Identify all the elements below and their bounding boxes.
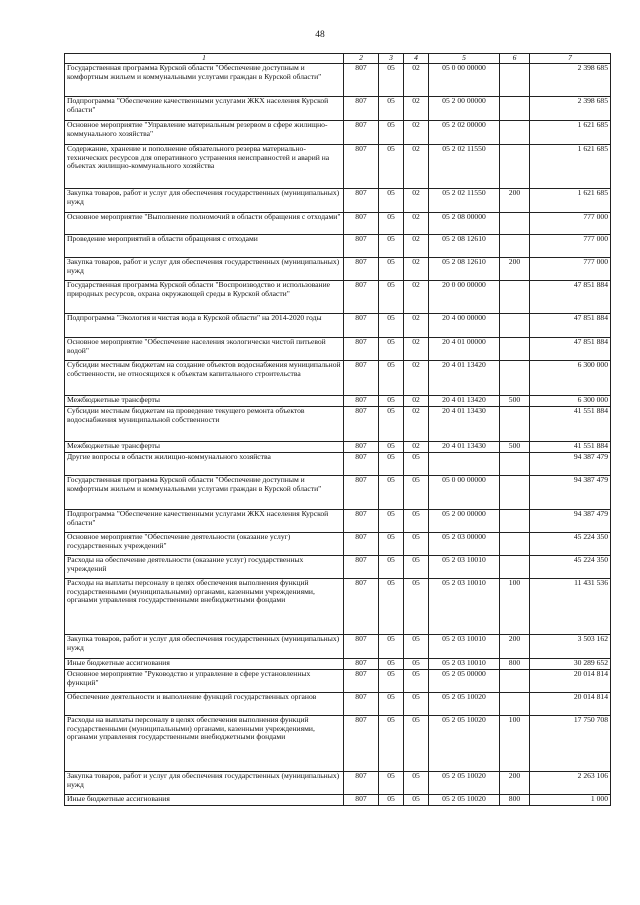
ministry-code: 807 — [344, 716, 379, 772]
ministry-code: 807 — [344, 476, 379, 510]
ministry-code: 807 — [344, 693, 379, 716]
subsection-code: 05 — [404, 579, 429, 635]
amount: 2 398 685 — [530, 64, 611, 97]
expense-type-code — [500, 556, 530, 579]
ministry-code: 807 — [344, 579, 379, 635]
expense-type-code — [500, 453, 530, 476]
subsection-code: 02 — [404, 213, 429, 235]
table-row — [65, 64, 611, 97]
expense-type-code: 200 — [500, 189, 530, 213]
section-code: 05 — [379, 659, 404, 670]
table-row — [65, 235, 611, 258]
table-row — [65, 533, 611, 556]
amount: 41 551 884 — [530, 407, 611, 442]
item-name: Закупка товаров, работ и услуг для обеспечения государственных (муниципальных) нужд — [65, 772, 344, 795]
subsection-code: 05 — [404, 670, 429, 693]
table-row — [65, 338, 611, 361]
section-code: 05 — [379, 795, 404, 806]
table-row — [65, 281, 611, 314]
target-article-code: 05 2 05 10020 — [429, 693, 500, 716]
ministry-code: 807 — [344, 510, 379, 533]
table-row — [65, 693, 611, 716]
subsection-code: 02 — [404, 407, 429, 442]
item-name: Основное мероприятие "Управление материальным резервом в сфере жилищно-коммунального хозяйства" — [65, 121, 344, 145]
ministry-code: 807 — [344, 772, 379, 795]
item-name: Основное мероприятие "Обеспечение деятельности (оказание услуг) государственных учреждений" — [65, 533, 344, 556]
subsection-code: 02 — [404, 258, 429, 281]
amount: 47 851 884 — [530, 338, 611, 361]
item-name: Основное мероприятие "Выполнение полномочий в области обращения с отходами" — [65, 213, 344, 235]
table-row — [65, 795, 611, 806]
expense-type-code — [500, 476, 530, 510]
target-article-code: 05 2 02 11550 — [429, 145, 500, 189]
amount: 1 621 685 — [530, 145, 611, 189]
amount: 777 000 — [530, 213, 611, 235]
page-number: 48 — [315, 30, 325, 40]
target-article-code: 05 2 00 00000 — [429, 97, 500, 121]
ministry-code: 807 — [344, 442, 379, 453]
amount: 41 551 884 — [530, 442, 611, 453]
amount: 30 289 652 — [530, 659, 611, 670]
budget-table — [64, 53, 611, 806]
expense-type-code: 800 — [500, 659, 530, 670]
header-col-7: 7 — [530, 54, 611, 64]
ministry-code: 807 — [344, 281, 379, 314]
section-code: 05 — [379, 235, 404, 258]
table-row — [65, 476, 611, 510]
amount: 20 014 814 — [530, 670, 611, 693]
item-name: Расходы на выплаты персоналу в целях обеспечения выполнения функций государственными (муниципальными) органами, казенными учреждениями, органами управления государственными внебюджетными фондами — [65, 579, 344, 635]
amount: 94 387 479 — [530, 453, 611, 476]
target-article-code: 05 2 08 12610 — [429, 235, 500, 258]
target-article-code: 05 2 02 00000 — [429, 121, 500, 145]
table-row — [65, 258, 611, 281]
expense-type-code — [500, 407, 530, 442]
target-article-code: 05 2 05 10020 — [429, 795, 500, 806]
expense-type-code: 800 — [500, 795, 530, 806]
subsection-code: 05 — [404, 453, 429, 476]
section-code: 05 — [379, 579, 404, 635]
subsection-code: 05 — [404, 693, 429, 716]
expense-type-code: 100 — [500, 579, 530, 635]
section-code: 05 — [379, 97, 404, 121]
subsection-code: 05 — [404, 510, 429, 533]
expense-type-code — [500, 235, 530, 258]
item-name: Закупка товаров, работ и услуг для обеспечения государственных (муниципальных) нужд — [65, 258, 344, 281]
expense-type-code — [500, 97, 530, 121]
target-article-code: 05 2 05 00000 — [429, 670, 500, 693]
ministry-code: 807 — [344, 670, 379, 693]
section-code: 05 — [379, 716, 404, 772]
expense-type-code: 200 — [500, 258, 530, 281]
item-name: Основное мероприятие "Руководство и управление в сфере установленных функций" — [65, 670, 344, 693]
section-code: 05 — [379, 510, 404, 533]
expense-type-code: 500 — [500, 442, 530, 453]
expense-type-code — [500, 213, 530, 235]
section-code: 05 — [379, 635, 404, 659]
header-col-3: 3 — [379, 54, 404, 64]
target-article-code: 20 4 01 13420 — [429, 396, 500, 407]
target-article-code: 05 2 02 11550 — [429, 189, 500, 213]
item-name: Содержание, хранение и пополнение обязательного резерва материально-технических ресурсов для оперативного устранения неисправностей и аварий на объектах жилищно-коммунального хозяйства — [65, 145, 344, 189]
amount: 45 224 350 — [530, 533, 611, 556]
target-article-code: 05 2 05 10020 — [429, 716, 500, 772]
section-code: 05 — [379, 533, 404, 556]
ministry-code: 807 — [344, 64, 379, 97]
amount: 94 387 479 — [530, 476, 611, 510]
item-name: Межбюджетные трансферты — [65, 396, 344, 407]
expense-type-code — [500, 533, 530, 556]
section-code: 05 — [379, 442, 404, 453]
header-col-6: 6 — [500, 54, 530, 64]
target-article-code: 05 2 08 00000 — [429, 213, 500, 235]
subsection-code: 05 — [404, 659, 429, 670]
section-code: 05 — [379, 145, 404, 189]
item-name: Проведение мероприятий в области обращения с отходами — [65, 235, 344, 258]
ministry-code: 807 — [344, 556, 379, 579]
expense-type-code — [500, 338, 530, 361]
ministry-code: 807 — [344, 121, 379, 145]
expense-type-code: 100 — [500, 716, 530, 772]
section-code: 05 — [379, 213, 404, 235]
item-name: Расходы на обеспечение деятельности (оказание услуг) государственных учреждений — [65, 556, 344, 579]
ministry-code: 807 — [344, 453, 379, 476]
amount: 17 750 708 — [530, 716, 611, 772]
expense-type-code: 500 — [500, 396, 530, 407]
amount: 1 621 685 — [530, 121, 611, 145]
item-name: Субсидии местным бюджетам на создание объектов водоснабжения муниципальной собственности, не относящихся к объектам капитального строительства — [65, 361, 344, 396]
ministry-code: 807 — [344, 97, 379, 121]
subsection-code: 02 — [404, 361, 429, 396]
ministry-code: 807 — [344, 189, 379, 213]
ministry-code: 807 — [344, 361, 379, 396]
table-row — [65, 213, 611, 235]
subsection-code: 02 — [404, 145, 429, 189]
item-name: Основное мероприятие "Обеспечение населения экологически чистой питьевой водой" — [65, 338, 344, 361]
amount: 2 398 685 — [530, 97, 611, 121]
item-name: Субсидии местным бюджетам на проведение текущего ремонта объектов водоснабжения муниципальной собственности — [65, 407, 344, 442]
target-article-code: 05 2 03 10010 — [429, 556, 500, 579]
subsection-code: 02 — [404, 314, 429, 338]
target-article-code: 05 0 00 00000 — [429, 64, 500, 97]
section-code: 05 — [379, 772, 404, 795]
table-row — [65, 772, 611, 795]
target-article-code: 20 4 00 00000 — [429, 314, 500, 338]
item-name: Государственная программа Курской области "Воспроизводство и использование природных ресурсов, охрана окружающей среды в Курской области" — [65, 281, 344, 314]
section-code: 05 — [379, 361, 404, 396]
section-code: 05 — [379, 281, 404, 314]
target-article-code: 20 4 01 13430 — [429, 442, 500, 453]
section-code: 05 — [379, 693, 404, 716]
table-row — [65, 716, 611, 772]
target-article-code — [429, 453, 500, 476]
subsection-code: 02 — [404, 189, 429, 213]
item-name: Другие вопросы в области жилищно-коммунального хозяйства — [65, 453, 344, 476]
header-col-1: 1 — [65, 54, 344, 64]
item-name: Межбюджетные трансферты — [65, 442, 344, 453]
subsection-code: 05 — [404, 716, 429, 772]
subsection-code: 05 — [404, 476, 429, 510]
item-name: Закупка товаров, работ и услуг для обеспечения государственных (муниципальных) нужд — [65, 189, 344, 213]
table-row — [65, 189, 611, 213]
subsection-code: 02 — [404, 396, 429, 407]
subsection-code: 05 — [404, 772, 429, 795]
item-name: Иные бюджетные ассигнования — [65, 659, 344, 670]
table-row — [65, 579, 611, 635]
subsection-code: 02 — [404, 64, 429, 97]
section-code: 05 — [379, 670, 404, 693]
subsection-code: 02 — [404, 121, 429, 145]
amount: 1 621 685 — [530, 189, 611, 213]
expense-type-code — [500, 121, 530, 145]
target-article-code: 20 4 01 00000 — [429, 338, 500, 361]
subsection-code: 05 — [404, 556, 429, 579]
target-article-code: 20 0 00 00000 — [429, 281, 500, 314]
amount: 6 300 000 — [530, 396, 611, 407]
section-code: 05 — [379, 189, 404, 213]
subsection-code: 05 — [404, 533, 429, 556]
table-row — [65, 396, 611, 407]
amount: 47 851 884 — [530, 314, 611, 338]
target-article-code: 05 2 08 12610 — [429, 258, 500, 281]
table-row — [65, 314, 611, 338]
table-row — [65, 121, 611, 145]
amount: 11 431 536 — [530, 579, 611, 635]
amount: 2 263 106 — [530, 772, 611, 795]
amount: 777 000 — [530, 235, 611, 258]
target-article-code: 20 4 01 13420 — [429, 361, 500, 396]
amount: 20 014 814 — [530, 693, 611, 716]
item-name: Расходы на выплаты персоналу в целях обеспечения выполнения функций государственными (муниципальными) органами, казенными учреждениями, органами управления государственными внебюджетными фондами — [65, 716, 344, 772]
table-row — [65, 670, 611, 693]
item-name: Подпрограмма "Обеспечение качественными услугами ЖКХ населения Курской области" — [65, 97, 344, 121]
ministry-code: 807 — [344, 533, 379, 556]
section-code: 05 — [379, 64, 404, 97]
expense-type-code: 200 — [500, 635, 530, 659]
target-article-code: 05 2 03 10010 — [429, 579, 500, 635]
subsection-code: 05 — [404, 635, 429, 659]
header-col-2: 2 — [344, 54, 379, 64]
table-body — [65, 64, 611, 806]
section-code: 05 — [379, 258, 404, 281]
subsection-code: 05 — [404, 795, 429, 806]
item-name: Государственная программа Курской области "Обеспечение доступным и комфортным жильем и коммунальными услугами граждан в Курской области" — [65, 476, 344, 510]
table-row — [65, 97, 611, 121]
item-name: Иные бюджетные ассигнования — [65, 795, 344, 806]
amount: 45 224 350 — [530, 556, 611, 579]
ministry-code: 807 — [344, 145, 379, 189]
section-code: 05 — [379, 396, 404, 407]
expense-type-code — [500, 314, 530, 338]
ministry-code: 807 — [344, 258, 379, 281]
subsection-code: 02 — [404, 97, 429, 121]
target-article-code: 05 2 03 00000 — [429, 533, 500, 556]
table-row — [65, 453, 611, 476]
target-article-code: 05 2 03 10010 — [429, 635, 500, 659]
expense-type-code — [500, 361, 530, 396]
target-article-code: 05 2 05 10020 — [429, 772, 500, 795]
expense-type-code — [500, 145, 530, 189]
expense-type-code — [500, 281, 530, 314]
amount: 47 851 884 — [530, 281, 611, 314]
ministry-code: 807 — [344, 314, 379, 338]
target-article-code: 05 2 03 10010 — [429, 659, 500, 670]
expense-type-code — [500, 510, 530, 533]
ministry-code: 807 — [344, 635, 379, 659]
subsection-code: 02 — [404, 235, 429, 258]
header-row — [65, 54, 611, 64]
table-row — [65, 510, 611, 533]
table-row — [65, 407, 611, 442]
expense-type-code: 200 — [500, 772, 530, 795]
ministry-code: 807 — [344, 407, 379, 442]
expense-type-code — [500, 693, 530, 716]
item-name: Подпрограмма "Экология и чистая вода в Курской области" на 2014-2020 годы — [65, 314, 344, 338]
subsection-code: 02 — [404, 281, 429, 314]
ministry-code: 807 — [344, 396, 379, 407]
table-row — [65, 361, 611, 396]
amount: 3 503 162 — [530, 635, 611, 659]
ministry-code: 807 — [344, 213, 379, 235]
ministry-code: 807 — [344, 795, 379, 806]
section-code: 05 — [379, 121, 404, 145]
table-row — [65, 145, 611, 189]
ministry-code: 807 — [344, 235, 379, 258]
amount: 6 300 000 — [530, 361, 611, 396]
section-code: 05 — [379, 476, 404, 510]
subsection-code: 02 — [404, 338, 429, 361]
header-col-4: 4 — [404, 54, 429, 64]
ministry-code: 807 — [344, 659, 379, 670]
amount: 777 000 — [530, 258, 611, 281]
target-article-code: 05 0 00 00000 — [429, 476, 500, 510]
header-col-5: 5 — [429, 54, 500, 64]
table-row — [65, 659, 611, 670]
expense-type-code — [500, 64, 530, 97]
table-row — [65, 442, 611, 453]
item-name: Государственная программа Курской области "Обеспечение доступным и комфортным жильем и коммунальными услугами граждан в Курской области" — [65, 64, 344, 97]
table-row — [65, 556, 611, 579]
subsection-code: 02 — [404, 442, 429, 453]
item-name: Обеспечение деятельности и выполнение функций государственных органов — [65, 693, 344, 716]
table-row — [65, 635, 611, 659]
section-code: 05 — [379, 314, 404, 338]
section-code: 05 — [379, 453, 404, 476]
target-article-code: 05 2 00 00000 — [429, 510, 500, 533]
section-code: 05 — [379, 338, 404, 361]
amount: 1 000 — [530, 795, 611, 806]
section-code: 05 — [379, 407, 404, 442]
expense-type-code — [500, 670, 530, 693]
amount: 94 387 479 — [530, 510, 611, 533]
ministry-code: 807 — [344, 338, 379, 361]
item-name: Подпрограмма "Обеспечение качественными услугами ЖКХ населения Курской области" — [65, 510, 344, 533]
item-name: Закупка товаров, работ и услуг для обеспечения государственных (муниципальных) нужд — [65, 635, 344, 659]
target-article-code: 20 4 01 13430 — [429, 407, 500, 442]
section-code: 05 — [379, 556, 404, 579]
